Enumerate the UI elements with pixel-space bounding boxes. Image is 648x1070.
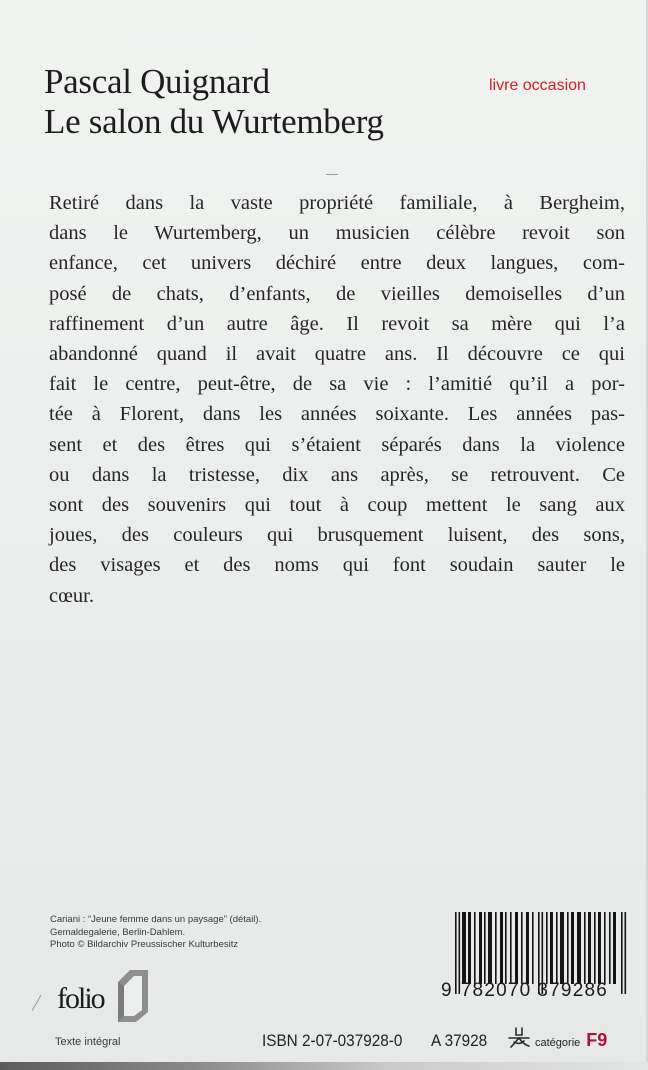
credit-photo: Photo © Bildarchiv Preussischer Kulturbesitz	[50, 939, 239, 950]
blurb-line: fait le centre, peut-être, de sa vie : l’amitié qu’il a por-	[49, 373, 625, 396]
blurb-line: joues, des couleurs qui brusquement luisent, des sons,	[49, 524, 625, 547]
folio-frame-logo-icon	[110, 968, 152, 1024]
blurb-line: Retiré dans la vaste propriété familiale, à Bergheim,	[49, 192, 625, 214]
scratch-mark	[32, 995, 42, 1011]
credit-museum: Gemaldegalerie, Berlin-Dahlem.	[50, 926, 186, 938]
catalog-code: A 37928	[431, 1031, 488, 1050]
blurb-line: tée à Florent, dans les années soixante. Les années pas-	[49, 403, 625, 426]
credit-painting: Cariani : “Jeune femme dans un paysage” (détail).	[50, 914, 262, 925]
blurb-line: posé de chats, d’enfants, de vieilles demoiselles d’un	[49, 282, 625, 305]
blurb-line: dans le Wurtemberg, un musicien célèbre revoit son	[49, 222, 625, 245]
cover-bottom-edge	[0, 1062, 648, 1070]
blurb-line: cœur.	[49, 584, 94, 607]
blurb-line: sent et des êtres qui s’étaient séparés dans la violence	[49, 433, 625, 456]
blurb-line: ou dans la tristesse, dix ans après, se retrouvent. Ce	[49, 463, 625, 486]
folio-wordmark: folio	[57, 982, 104, 1015]
print-mark	[326, 174, 338, 175]
book-title: Le salon du Wurtemberg	[44, 102, 384, 141]
blurb-line: sont des souvenirs qui tout à coup mettent le sang aux	[49, 494, 625, 517]
category-label: catégorie	[535, 1037, 581, 1049]
livre-occasion-watermark: livre occasion	[489, 77, 586, 94]
barcode-number	[441, 980, 641, 1002]
blurb-line: abandonné quand il avait quatre ans. Il découvre ce qui	[49, 343, 625, 366]
author-name: Pascal Quignard	[44, 62, 270, 101]
barcode-lead-digit: 9	[441, 980, 453, 1001]
edition-note: Texte intégral	[55, 1036, 121, 1048]
book-blurb	[49, 188, 625, 611]
blurb-line: enfance, cet univers déchiré entre deux langues, com-	[49, 252, 625, 275]
barcode-group-1: 782070	[460, 980, 532, 1001]
blurb-line: raffinement d’un autre âge. Il revoit sa mère qui l’a	[49, 312, 625, 335]
barcode-group-2: 379286	[537, 980, 608, 1001]
blurb-line: des visages et des noms qui font soudain sauter le	[49, 554, 625, 577]
isbn: ISBN 2-07-037928-0	[262, 1031, 403, 1050]
category-code: F9	[586, 1030, 608, 1050]
footer-info	[262, 1024, 607, 1051]
image-credits	[50, 914, 261, 952]
gallimard-monogram-icon	[507, 1027, 531, 1049]
